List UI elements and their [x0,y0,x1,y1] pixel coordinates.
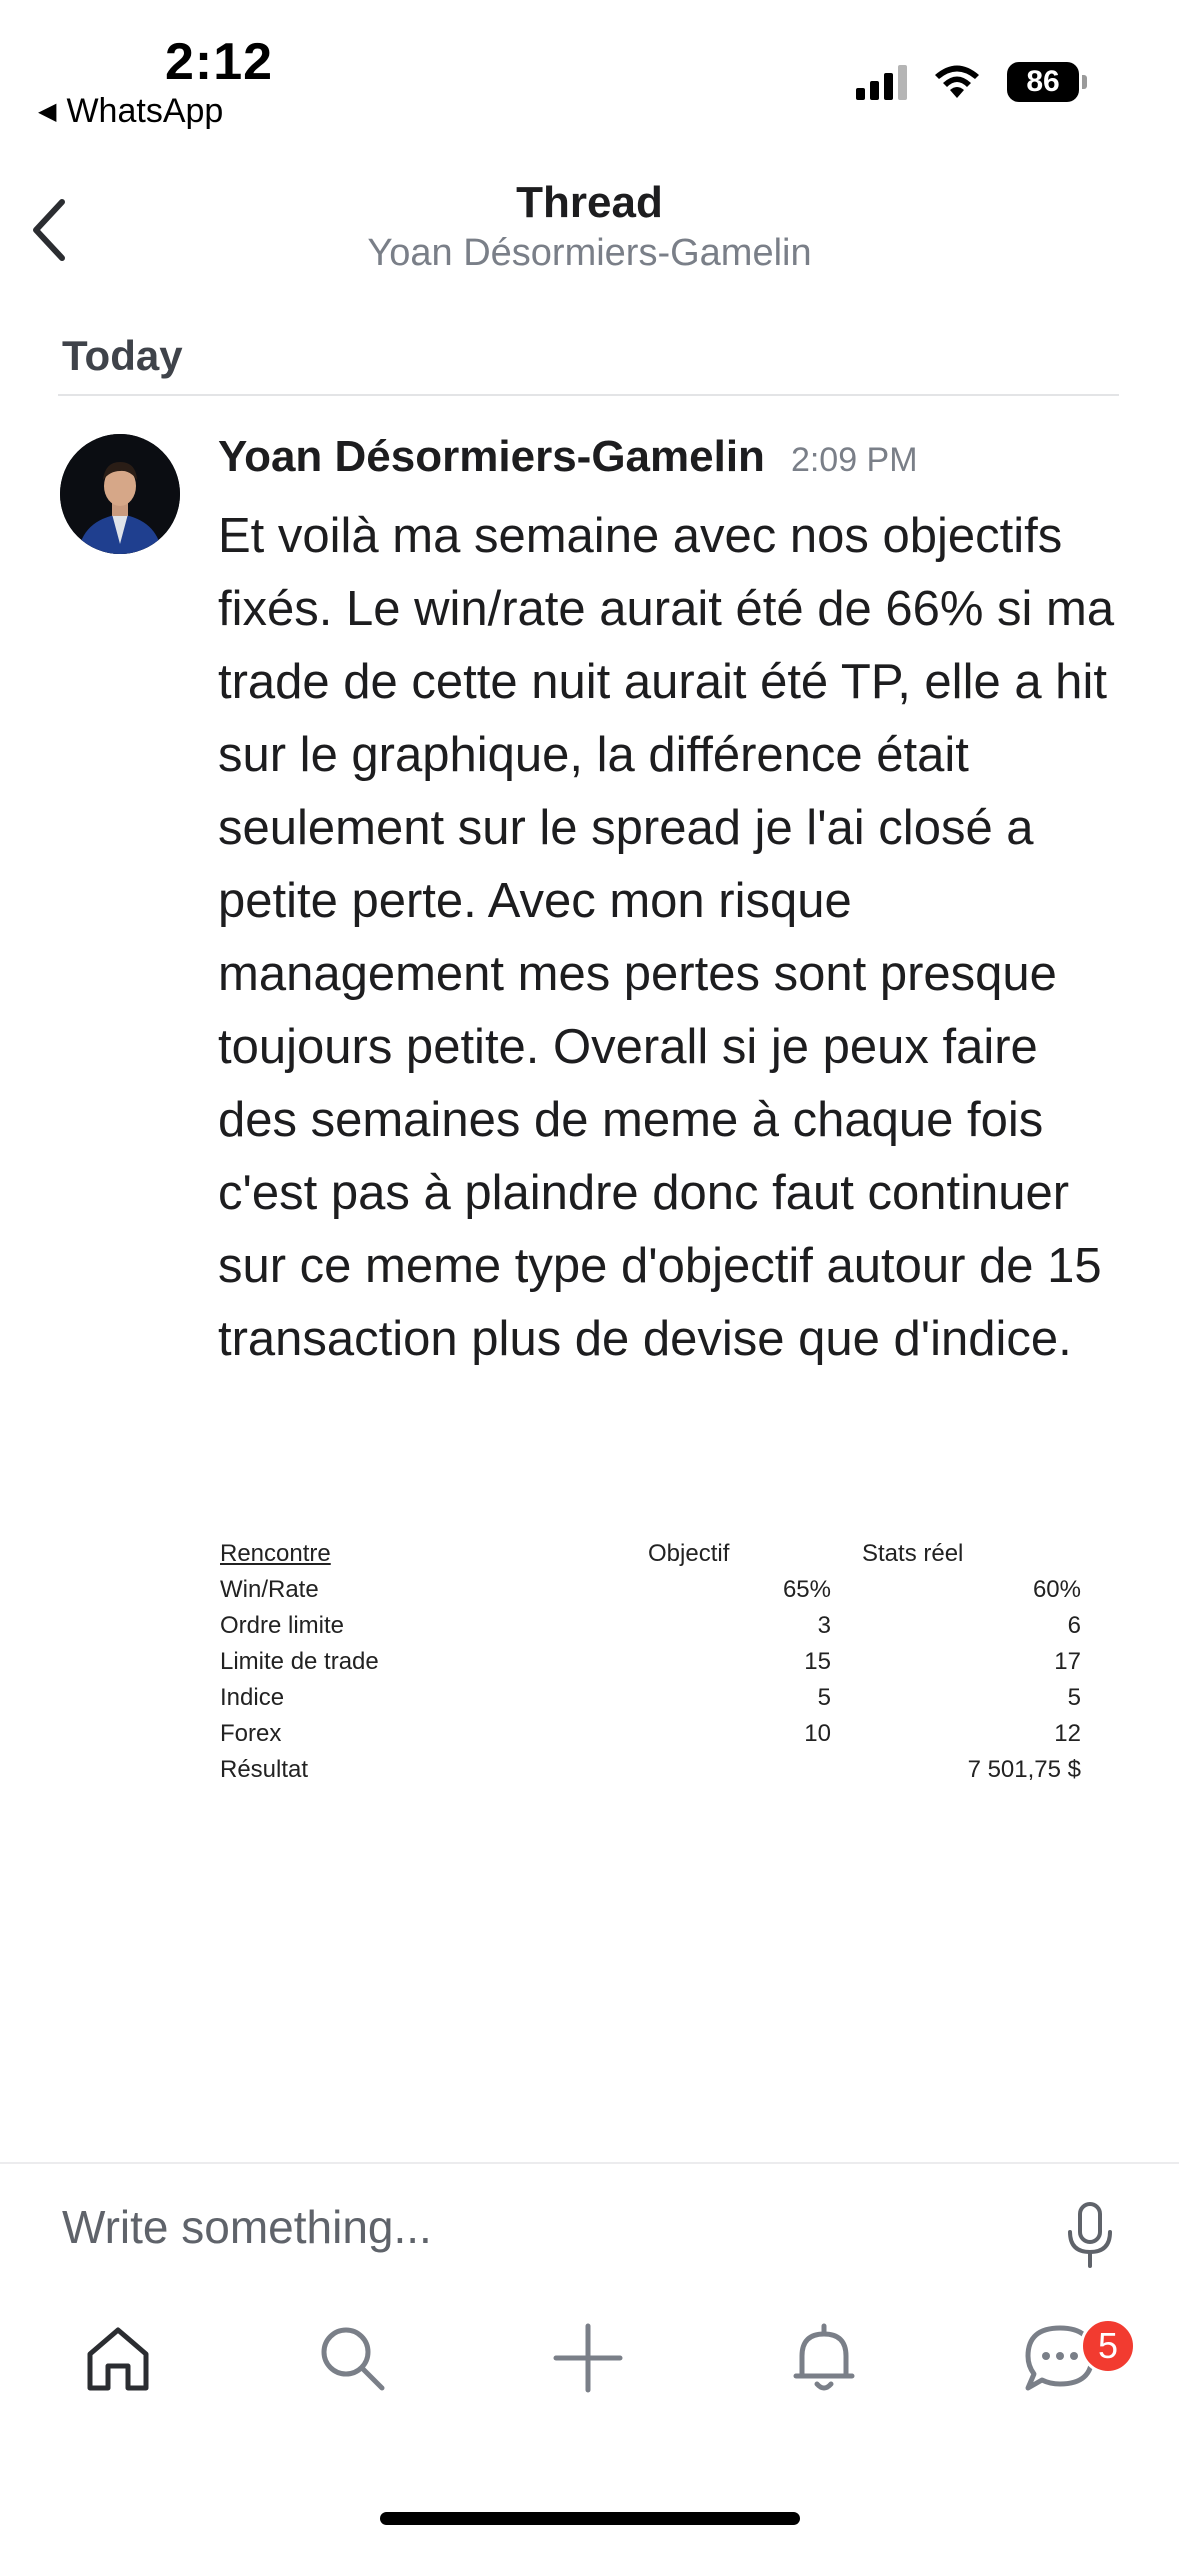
row-objectif: 3 [817,1612,831,1639]
row-objectif: 5 [817,1684,831,1711]
message-input[interactable] [62,2200,962,2254]
row-reel: 6 [1067,1612,1081,1639]
avatar[interactable] [60,434,180,554]
row-reel: 5 [1067,1684,1081,1711]
home-indicator[interactable] [380,2512,800,2525]
status-time: 2:12 [165,33,274,91]
day-separator-label: Today [62,332,183,379]
page-subtitle: Yoan Désormiers-Gamelin [367,232,812,274]
table-row [218,1684,1083,1720]
return-to-app-link[interactable] [38,92,223,131]
return-app-label: WhatsApp [66,92,224,130]
row-reel: 12 [1054,1720,1081,1747]
table-header-stats-reel: Stats réel [862,1540,964,1567]
person-portrait-icon [60,434,180,554]
row-objectif: 65% [782,1576,831,1603]
wifi-icon [933,64,981,100]
row-label: Win/Rate [220,1576,319,1603]
message-author[interactable]: Yoan Désormiers-Gamelin [218,432,765,481]
row-label: Forex [220,1720,282,1747]
stats-table-image[interactable] [218,1540,1083,1792]
back-triangle-icon: ◀ [38,98,57,125]
bell-icon[interactable] [784,2318,864,2398]
table-header-rencontre: Rencontre [220,1540,331,1567]
row-reel: 7 501,75 $ [967,1756,1081,1783]
microphone-icon[interactable] [1060,2200,1120,2270]
page-title: Thread [516,178,663,227]
row-label: Indice [220,1684,285,1711]
battery-level: 86 [1026,65,1060,98]
status-icons [856,62,1079,102]
row-reel: 60% [1032,1576,1081,1603]
row-label: Ordre limite [220,1612,345,1639]
table-header-objectif: Objectif [648,1540,730,1567]
table-row [218,1756,1083,1792]
table-row [218,1648,1083,1684]
messages-badge: 5 [1080,2318,1136,2374]
row-label: Limite de trade [220,1648,379,1675]
row-reel: 17 [1054,1648,1081,1675]
message-text: Et voilà ma semaine avec nos objectifs fixés. Le win/rate aurait été de 66% si ma trade de cette nuit aurait été TP, elle a hit sur le graphique, la différence était seulement sur le spread je l'ai closé a petite perte. Avec mon risque management mes pertes sont presque toujours petite. Overall si je peux faire des semaines de meme à chaque fois c'est pas à plaindre donc faut continuer sur ce meme type d'objectif autour de 15 transaction plus de devise que d'indice. [218,509,1115,1366]
table-header-row [218,1540,1083,1576]
cellular-signal-icon [856,64,907,100]
composer-divider [0,2162,1179,2164]
row-objectif: 15 [804,1648,831,1675]
table-row [218,1612,1083,1648]
table-row [218,1576,1083,1612]
row-label: Résultat [220,1756,309,1783]
message-header [218,432,918,482]
message-timestamp: 2:09 PM [790,441,918,479]
plus-icon[interactable] [548,2318,628,2398]
table-row [218,1720,1083,1756]
row-objectif: 10 [804,1720,831,1747]
divider [58,394,1119,396]
search-icon[interactable] [312,2318,392,2398]
home-icon[interactable] [78,2318,158,2398]
battery-icon [1007,62,1079,102]
